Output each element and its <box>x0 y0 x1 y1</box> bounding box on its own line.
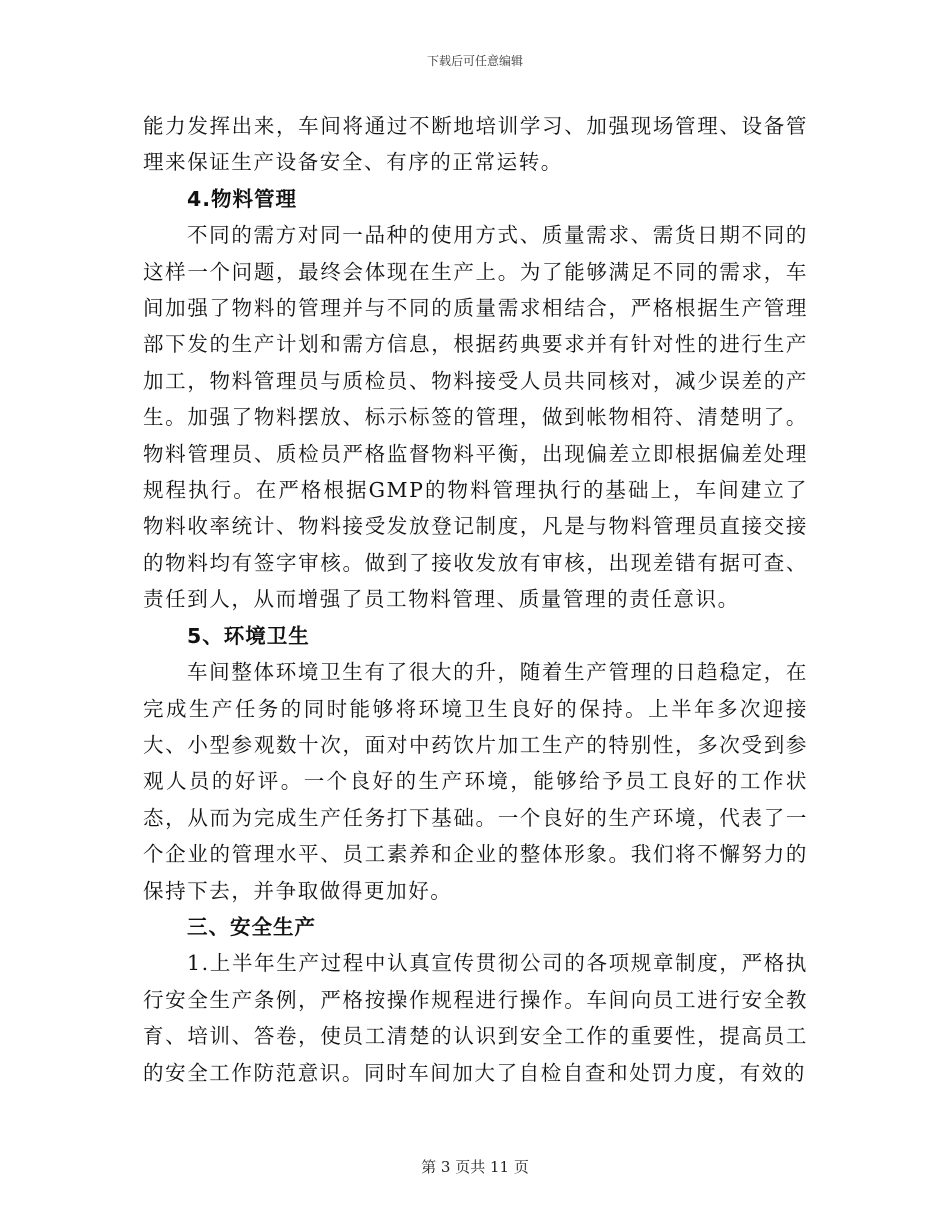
heading-safety-production: 三、安全生产 <box>187 914 316 939</box>
paragraph-continuation: 能力发挥出来，车间将通过不断地培训学习、加强现场管理、设备管理来保证生产设备安全、有序的正常运转。 <box>143 114 808 175</box>
heading-environment-hygiene: 5、环境卫生 <box>187 623 310 648</box>
page-footer-page-number: 第 3 页共 11 页 <box>421 1158 529 1176</box>
page-header: 下载后可任意编辑 <box>426 54 523 68</box>
heading-materials-management: 4.物料管理 <box>187 186 298 211</box>
paragraph-environment: 车间整体环境卫生有了很大的升，随着生产管理的日趋稳定，在完成生产任务的同时能够将环境卫生良好的保持。上半年多次迎接大、小型参观数十次，面对中药饮片加工生产的特别性，多次受到参观人员的好评。一个良好的生产环境，能够给予员工良好的工作状态，从而为完成生产任务打下基础。一个良好的生产环境，代表了一个企业的管理水平、员工素养和企业的整体形象。我们将不懈努力的保持下去，并争取做得更加好。 <box>143 660 808 903</box>
document-body <box>143 108 808 1091</box>
paragraph-safety: 1.上半年生产过程中认真宣传贯彻公司的各项规章制度，严格执行安全生产条例，严格按操作规程进行操作。车间向员工进行安全教育、培训、答卷，使员工清楚的认识到安全工作的重要性，提高员工的安全工作防范意识。同时车间加大了自检自查和处罚力度，有效的 <box>143 951 808 1085</box>
paragraph-materials: 不同的需方对同一品种的使用方式、质量需求、需货日期不同的这样一个问题，最终会体现在生产上。为了能够满足不同的需求，车间加强了物料的管理并与不同的质量需求相结合，严格根据生产管理部下发的生产计划和需方信息，根据药典要求并有针对性的进行生产加工，物料管理员与质检员、物料接受人员共同核对，减少误差的产生。加强了物料摆放、标示标签的管理，做到帐物相符、清楚明了。物料管理员、质检员严格监督物料平衡，出现偏差立即根据偏差处理规程执行。在严格根据GMP的物料管理执行的基础上，车间建立了物料收率统计、物料接受发放登记制度，凡是与物料管理员直接交接的物料均有签字审核。做到了接收发放有审核，出现差错有据可查、责任到人，从而增强了员工物料管理、质量管理的责任意识。 <box>143 223 808 612</box>
